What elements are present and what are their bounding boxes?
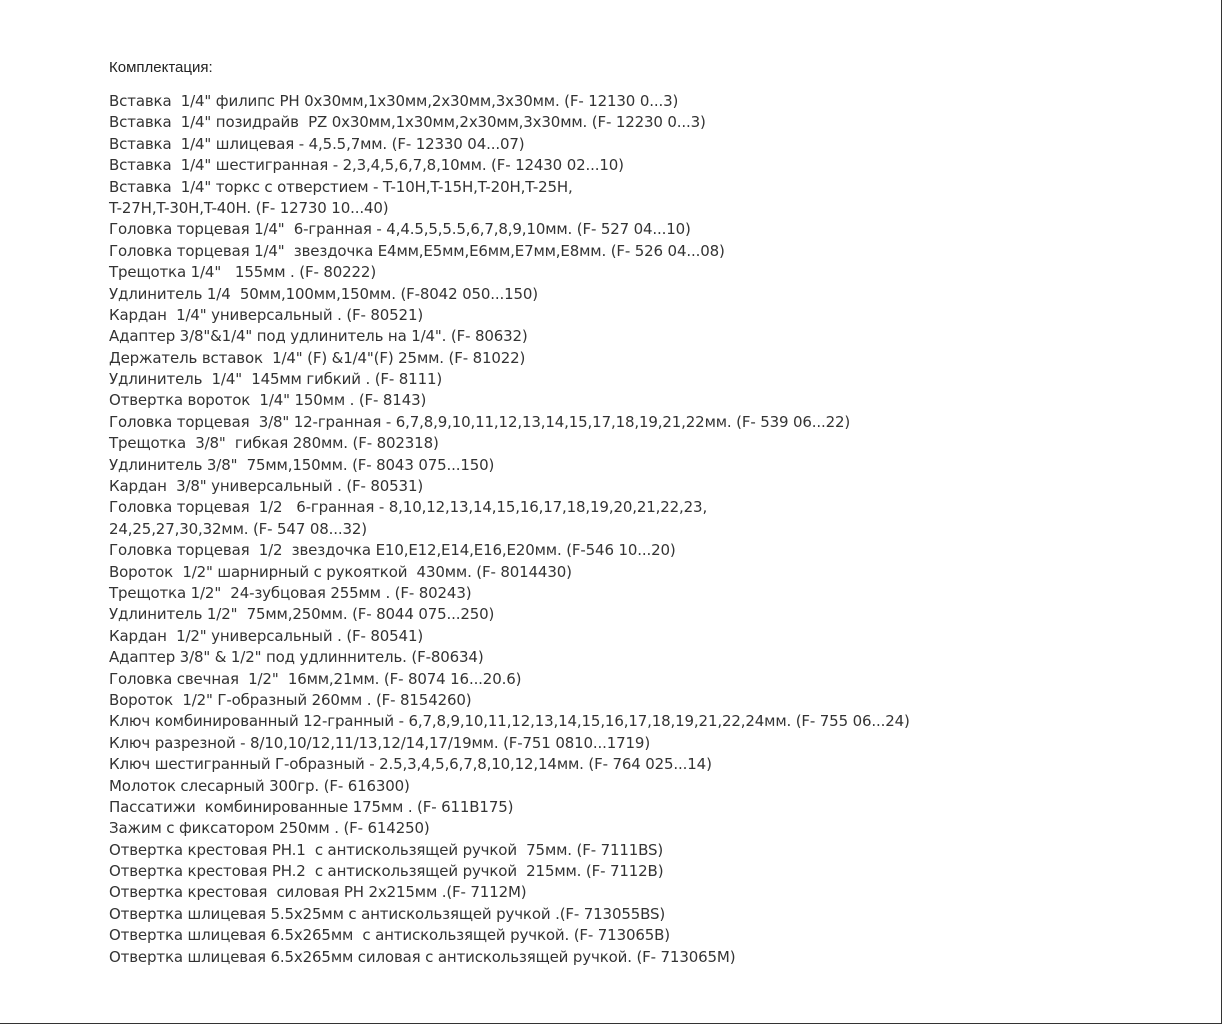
list-item: Держатель вставок 1/4" (F) &1/4"(F) 25мм. (F- 81022) bbox=[109, 348, 526, 367]
list-item: Трещотка 1/4" 155мм . (F- 80222) bbox=[109, 263, 377, 282]
list-item: Кардан 1/4" универсальный . (F- 80521) bbox=[109, 305, 424, 324]
list-item: Головка торцевая 1/2 звездочка E10,E12,E14,E16,E20мм. (F-546 10...20) bbox=[109, 541, 676, 560]
list-item: Отвертка вороток 1/4" 150мм . (F- 8143) bbox=[109, 391, 427, 410]
list-item: Молоток слесарный 300гр. (F- 616300) bbox=[109, 776, 410, 795]
list-item: Вставка 1/4" позидрайв PZ 0х30мм,1х30мм,2х30мм,3х30мм. (F- 12230 0...3) bbox=[109, 113, 706, 132]
list-item: Головка торцевая 3/8" 12-гранная - 6,7,8,9,10,11,12,13,14,15,17,18,19,21,22мм. (F- 539 06...22) bbox=[109, 412, 851, 431]
list-item: Головка торцевая 1/2 6-гранная - 8,10,12,13,14,15,16,17,18,19,20,21,22,23, bbox=[109, 498, 708, 517]
list-item: Удлинитель 1/4" 145мм гибкий . (F- 8111) bbox=[109, 370, 443, 389]
list-item: Кардан 3/8" универсальный . (F- 80531) bbox=[109, 477, 424, 496]
list-item: Зажим с фиксатором 250мм . (F- 614250) bbox=[109, 819, 430, 838]
list-item: Вставка 1/4" торкс с отверстием - T-10H,T-15H,T-20H,T-25H, bbox=[109, 177, 573, 196]
list-item: Кардан 1/2" универсальный . (F- 80541) bbox=[109, 626, 424, 645]
list-item: Ключ комбинированный 12-гранный - 6,7,8,9,10,11,12,13,14,15,16,17,18,19,21,22,24мм. (F- 755 06...24) bbox=[109, 712, 910, 731]
list-item: Отвертка крестовая PH.1 с антискользящей ручкой 75мм. (F- 7111BS) bbox=[109, 840, 664, 859]
section-heading: Комплектация: bbox=[109, 59, 213, 76]
list-item: Адаптер 3/8" & 1/2" под удлиннитель. (F-80634) bbox=[109, 648, 484, 667]
list-item: 24,25,27,30,32мм. (F- 547 08...32) bbox=[109, 519, 367, 538]
list-item: Удлинитель 1/2" 75мм,250мм. (F- 8044 075...250) bbox=[109, 605, 495, 624]
list-item: Вороток 1/2" шарнирный с рукояткой 430мм. (F- 8014430) bbox=[109, 562, 572, 581]
list-item: Удлинитель 3/8" 75мм,150мм. (F- 8043 075...150) bbox=[109, 455, 495, 474]
list-item: Отвертка шлицевая 5.5х25мм с антискользящей ручкой .(F- 713055BS) bbox=[109, 904, 666, 923]
list-item: T-27H,T-30H,T-40H. (F- 12730 10...40) bbox=[109, 198, 389, 217]
list-item: Удлинитель 1/4 50мм,100мм,150мм. (F-8042 050...150) bbox=[109, 284, 539, 303]
list-item: Ключ разрезной - 8/10,10/12,11/13,12/14,17/19мм. (F-751 0810...1719) bbox=[109, 733, 651, 752]
equipment-list bbox=[109, 91, 910, 968]
list-item: Вставка 1/4" филипс PH 0х30мм,1х30мм,2х30мм,3х30мм. (F- 12130 0...3) bbox=[109, 92, 679, 110]
list-item: Отвертка шлицевая 6.5х265мм с антискользящей ручкой. (F- 713065B) bbox=[109, 926, 670, 945]
list-item: Головка свечная 1/2" 16мм,21мм. (F- 8074 16...20.6) bbox=[109, 669, 522, 688]
list-item: Пассатижи комбинированные 175мм . (F- 611B175) bbox=[109, 797, 514, 816]
list-item: Трещотка 3/8" гибкая 280мм. (F- 802318) bbox=[109, 434, 439, 453]
list-item: Адаптер 3/8"&1/4" под удлинитель на 1/4". (F- 80632) bbox=[109, 327, 528, 346]
list-item: Вставка 1/4" шестигранная - 2,3,4,5,6,7,8,10мм. (F- 12430 02...10) bbox=[109, 156, 624, 175]
list-item: Отвертка крестовая силовая PH 2х215мм .(F- 7112M) bbox=[109, 883, 527, 902]
list-item: Вставка 1/4" шлицевая - 4,5.5,7мм. (F- 12330 04...07) bbox=[109, 134, 525, 153]
list-item: Отвертка шлицевая 6.5х265мм силовая с антискользящей ручкой. (F- 713065M) bbox=[109, 947, 736, 966]
list-item: Головка торцевая 1/4" 6-гранная - 4,4.5,5,5.5,6,7,8,9,10мм. (F- 527 04...10) bbox=[109, 220, 691, 239]
list-item: Трещотка 1/2" 24-зубцовая 255мм . (F- 80243) bbox=[109, 583, 472, 602]
list-item: Ключ шестигранный Г-образный - 2.5,3,4,5,6,7,8,10,12,14мм. (F- 764 025...14) bbox=[109, 755, 712, 774]
list-item: Отвертка крестовая PH.2 с антискользящей ручкой 215мм. (F- 7112B) bbox=[109, 862, 664, 881]
list-item: Головка торцевая 1/4" звездочка E4мм,E5мм,E6мм,E7мм,E8мм. (F- 526 04...08) bbox=[109, 241, 725, 260]
list-item: Вороток 1/2" Г-образный 260мм . (F- 8154260) bbox=[109, 690, 472, 709]
